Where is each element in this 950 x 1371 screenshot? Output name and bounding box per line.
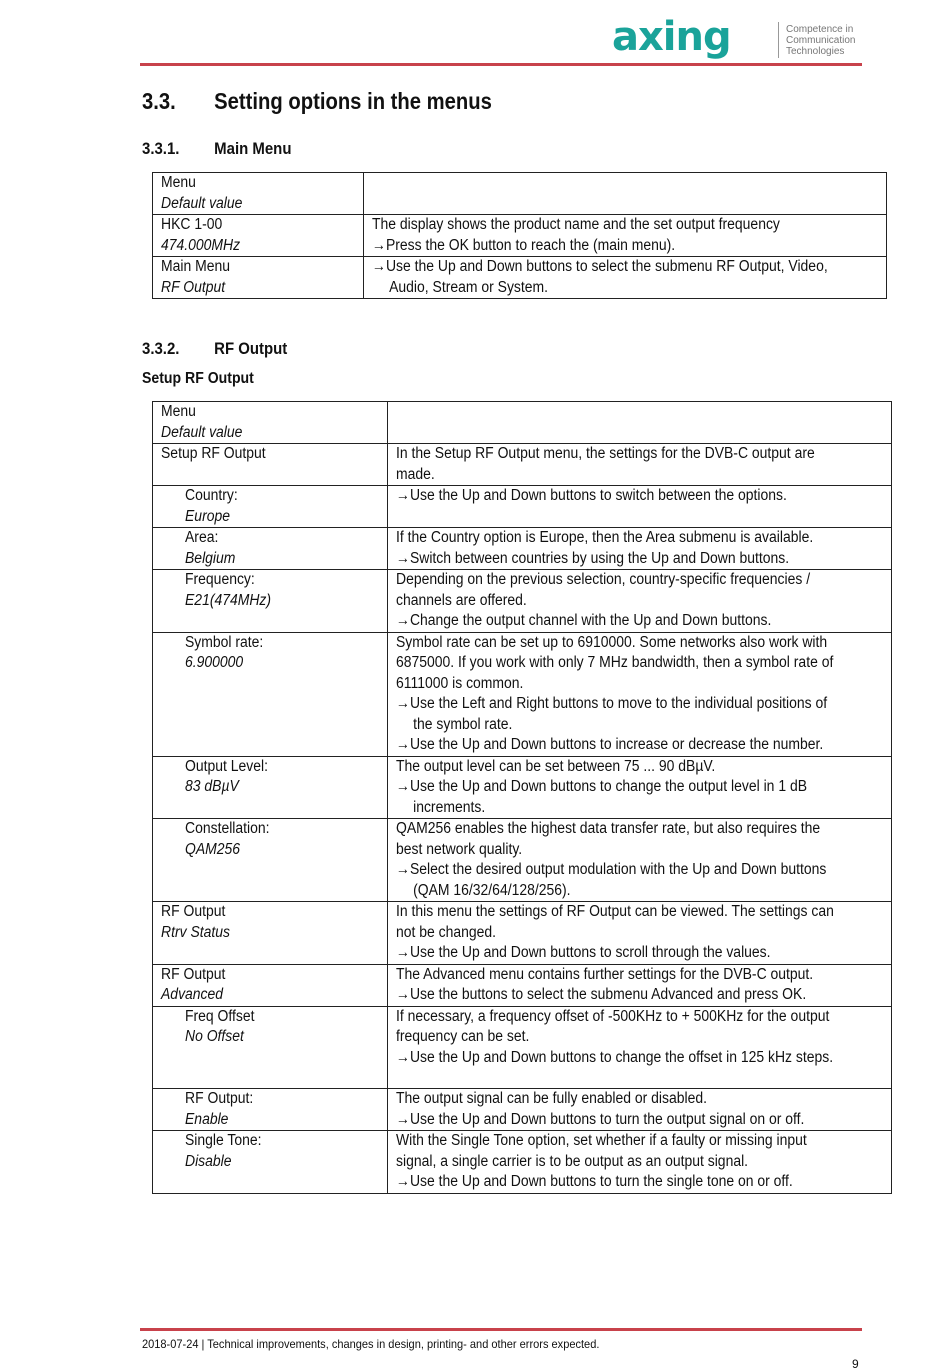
logo-divider bbox=[778, 22, 779, 58]
description-line: →Select the desired output modulation with the Up and Down buttons bbox=[396, 861, 827, 878]
default-value: Default value bbox=[161, 423, 243, 441]
logo-wordmark: axing bbox=[612, 14, 731, 60]
default-value: Enable bbox=[185, 1110, 229, 1128]
footer-text: 2018-07-24 | Technical improvements, changes in design, printing- and other errors expected. bbox=[142, 1337, 600, 1351]
description-cell bbox=[388, 528, 892, 570]
menu-cell bbox=[153, 444, 388, 486]
description-line: the symbol rate. bbox=[413, 715, 513, 733]
description-line: channels are offered. bbox=[396, 591, 527, 609]
default-value: Default value bbox=[161, 194, 243, 212]
description-line: If the Country option is Europe, then the Area submenu is available. bbox=[396, 529, 814, 546]
description-line: →Change the output channel with the Up and Down buttons. bbox=[396, 612, 772, 629]
default-value: 6.900000 bbox=[185, 654, 244, 671]
default-value: Europe bbox=[185, 507, 230, 525]
description-line: signal, a single carrier is to be output as an output signal. bbox=[396, 1152, 749, 1170]
menu-cell bbox=[153, 1131, 388, 1194]
menu-name: Country: bbox=[185, 487, 238, 504]
menu-cell bbox=[153, 173, 364, 215]
description-line: The output signal can be fully enabled or disabled. bbox=[396, 1090, 707, 1107]
page-number: 9 bbox=[852, 1357, 859, 1371]
section-heading: 3.3. Setting options in the menus bbox=[142, 88, 492, 114]
description-cell bbox=[388, 444, 892, 486]
description-line: The display shows the product name and the set output frequency bbox=[372, 216, 780, 233]
description-cell bbox=[364, 257, 887, 299]
menu-cell bbox=[153, 964, 388, 1006]
description-line: best network quality. bbox=[396, 840, 523, 858]
description-line: Audio, Stream or System. bbox=[389, 278, 549, 296]
menu-name: Symbol rate: bbox=[185, 633, 264, 651]
menu-name: Constellation: bbox=[185, 820, 270, 837]
description-line: →Use the Up and Down buttons to turn the output signal on or off. bbox=[396, 1110, 805, 1128]
default-value: 474.000MHz bbox=[161, 236, 241, 254]
main-menu-heading: 3.3.1. Main Menu bbox=[142, 139, 292, 158]
logo-tagline: Competence in Communication Technologies bbox=[786, 24, 856, 57]
menu-cell bbox=[153, 1089, 388, 1131]
description-line: increments. bbox=[413, 798, 486, 816]
menu-name: HKC 1-00 bbox=[161, 216, 223, 233]
table-row bbox=[153, 486, 892, 528]
table-row bbox=[153, 1006, 892, 1089]
menu-cell bbox=[153, 215, 364, 257]
menu-cell bbox=[153, 486, 388, 528]
default-value: RF Output bbox=[161, 278, 226, 296]
default-value: No Offset bbox=[185, 1028, 244, 1045]
axing-logo bbox=[612, 14, 862, 62]
menu-name: RF Output bbox=[161, 903, 226, 920]
table-row bbox=[153, 902, 892, 965]
description-line: not be changed. bbox=[396, 923, 497, 941]
description-line: With the Single Tone option, set whether if a faulty or missing input bbox=[396, 1132, 807, 1149]
rf-output-heading: 3.3.2. RF Output bbox=[142, 339, 288, 358]
description-cell bbox=[388, 570, 892, 633]
table-row bbox=[153, 819, 892, 902]
default-value: Advanced bbox=[161, 986, 224, 1003]
menu-name: Menu bbox=[161, 174, 196, 191]
description-line: →Use the Up and Down buttons to turn the single tone on or off. bbox=[396, 1173, 793, 1190]
menu-cell bbox=[153, 402, 388, 444]
menu-name: Freq Offset bbox=[185, 1007, 255, 1025]
description-cell bbox=[364, 215, 887, 257]
menu-name: Area: bbox=[185, 529, 219, 546]
description-cell bbox=[388, 902, 892, 965]
menu-cell bbox=[153, 819, 388, 902]
menu-name: Setup RF Output bbox=[161, 445, 266, 462]
description-line: 6875000. If you work with only 7 MHz bandwidth, then a symbol rate of bbox=[396, 654, 834, 671]
menu-name: Output Level: bbox=[185, 757, 268, 775]
menu-cell bbox=[153, 528, 388, 570]
default-value: 83 dBµV bbox=[185, 778, 239, 795]
description-line: If necessary, a frequency offset of -500KHz to + 500KHz for the output bbox=[396, 1007, 830, 1025]
menu-name: Single Tone: bbox=[185, 1132, 262, 1149]
description-cell bbox=[388, 1006, 892, 1089]
description-line: →Use the Up and Down buttons to switch between the options. bbox=[396, 487, 787, 504]
setup-rf-output-subheading: Setup RF Output bbox=[142, 370, 254, 387]
description-cell bbox=[388, 1089, 892, 1131]
description-line: →Use the Up and Down buttons to change the offset in 125 kHz steps. bbox=[396, 1048, 834, 1066]
description-line: →Use the Up and Down buttons to select the submenu RF Output, Video, bbox=[372, 258, 828, 275]
footer-rule bbox=[140, 1328, 862, 1331]
description-cell bbox=[388, 964, 892, 1006]
table-row bbox=[153, 173, 887, 215]
description-line: (QAM 16/32/64/128/256). bbox=[413, 881, 571, 899]
menu-name: RF Output bbox=[161, 965, 226, 983]
description-cell bbox=[388, 486, 892, 528]
description-line: →Press the OK button to reach the (main menu). bbox=[372, 236, 676, 254]
menu-cell bbox=[153, 570, 388, 633]
table-row bbox=[153, 570, 892, 633]
menu-cell bbox=[153, 902, 388, 965]
menu-name: Menu bbox=[161, 403, 196, 420]
description-line: The Advanced menu contains further settings for the DVB-C output. bbox=[396, 965, 814, 983]
default-value: Rtrv Status bbox=[161, 923, 231, 941]
description-line: In this menu the settings of RF Output can be viewed. The settings can bbox=[396, 903, 834, 920]
description-cell bbox=[364, 173, 887, 215]
description-line: made. bbox=[396, 465, 435, 483]
description-line: QAM256 enables the highest data transfer rate, but also requires the bbox=[396, 820, 821, 837]
description-line: frequency can be set. bbox=[396, 1028, 530, 1045]
description-line: The output level can be set between 75 ... 90 dBµV. bbox=[396, 757, 716, 775]
table-row bbox=[153, 1131, 892, 1194]
rf-output-table bbox=[152, 401, 892, 1194]
description-line: →Use the Up and Down buttons to increase or decrease the number. bbox=[396, 736, 824, 753]
menu-cell bbox=[153, 632, 388, 756]
table-row bbox=[153, 632, 892, 756]
menu-name: Main Menu bbox=[161, 258, 231, 275]
description-cell bbox=[388, 756, 892, 819]
main-menu-table bbox=[152, 172, 887, 299]
description-cell bbox=[388, 1131, 892, 1194]
description-cell bbox=[388, 819, 892, 902]
menu-cell bbox=[153, 756, 388, 819]
menu-cell bbox=[153, 1006, 388, 1089]
table-row bbox=[153, 528, 892, 570]
description-cell bbox=[388, 632, 892, 756]
description-line: →Use the buttons to select the submenu Advanced and press OK. bbox=[396, 986, 807, 1003]
table-row bbox=[153, 444, 892, 486]
table-row bbox=[153, 1089, 892, 1131]
default-value: Disable bbox=[185, 1152, 232, 1170]
default-value: Belgium bbox=[185, 549, 236, 567]
description-cell bbox=[388, 402, 892, 444]
description-line: Depending on the previous selection, country-specific frequencies / bbox=[396, 571, 811, 588]
menu-cell bbox=[153, 257, 364, 299]
description-line: Symbol rate can be set up to 6910000. Some networks also work with bbox=[396, 633, 828, 651]
menu-name: Frequency: bbox=[185, 571, 255, 588]
description-line: →Use the Left and Right buttons to move to the individual positions of bbox=[396, 695, 828, 712]
description-line: →Use the Up and Down buttons to change the output level in 1 dB bbox=[396, 778, 808, 795]
description-line: →Use the Up and Down buttons to scroll through the values. bbox=[396, 944, 771, 961]
table-row bbox=[153, 215, 887, 257]
description-line: In the Setup RF Output menu, the settings for the DVB-C output are bbox=[396, 445, 815, 462]
menu-name: RF Output: bbox=[185, 1090, 254, 1107]
description-line: 6111000 is common. bbox=[396, 674, 524, 692]
default-value: QAM256 bbox=[185, 840, 241, 858]
table-row bbox=[153, 257, 887, 299]
table-row bbox=[153, 964, 892, 1006]
table-row bbox=[153, 756, 892, 819]
table-row bbox=[153, 402, 892, 444]
header-rule bbox=[140, 63, 862, 66]
description-line: →Switch between countries by using the Up and Down buttons. bbox=[396, 549, 790, 567]
default-value: E21(474MHz) bbox=[185, 591, 272, 609]
